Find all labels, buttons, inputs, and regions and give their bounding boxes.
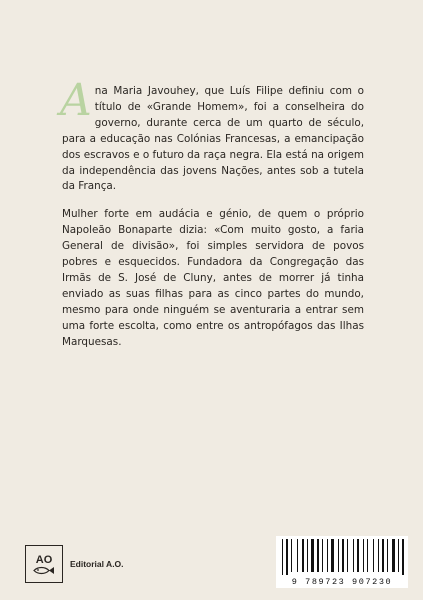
barcode-bar [387, 539, 388, 572]
barcode-bar [302, 539, 304, 572]
barcode-bar [282, 539, 283, 575]
barcode-bar [317, 539, 319, 572]
barcode-bar [307, 539, 308, 572]
barcode-bar [347, 539, 348, 572]
paragraph-1 [60, 75, 364, 195]
barcode-bar [402, 539, 404, 575]
barcode-bar [353, 539, 354, 572]
barcode-bar [367, 539, 368, 572]
publisher-logo [25, 545, 63, 583]
barcode-bar [392, 539, 395, 572]
paragraph-2: Mulher forte em audácia e génio, de quem o próprio Napoleão Bonaparte dizia: «Com muito gosto, a faria General de divisão», foi simples servidora de povos pobres e esquecidos. Fundadora da Congregação das Irmãs de S. José de Cluny, antes de morrer já tinha enviado as suas filhas para as cinco partes do mundo, mesmo para onde ninguém se aventuraria a entrar sem uma forte escolta, como entre os antropófagos das Ilhas Marquesas. [62, 208, 364, 348]
barcode-bar [291, 539, 292, 572]
barcode-bar [322, 539, 323, 572]
fish-icon [33, 566, 55, 575]
barcode-bar [378, 539, 379, 572]
barcode-bar [398, 539, 399, 572]
barcode-bar [311, 539, 314, 572]
paragraph-1-text: na Maria Javouhey, que Luís Filipe definiu com o título de «Grande Homem», foi a conselheira do governo, durante cerca de um quarto de século, para a educação nas Colónias Francesas, a emancipação dos escravos e o futuro da raça negra. Ela está na origem da independência das jovens Nações, antes sob a tutela da França. [62, 85, 364, 193]
barcode-bar [363, 539, 364, 572]
drop-cap: A [60, 75, 92, 126]
logo-letters: AO [35, 553, 53, 566]
barcode-bar [342, 539, 344, 572]
blurb-text [60, 75, 364, 351]
barcode [276, 536, 408, 588]
barcode-bar [286, 539, 288, 575]
barcode-bar [373, 539, 374, 572]
barcode-bar [297, 539, 298, 572]
barcode-bar [331, 539, 334, 572]
barcode-number: 9 789723 907230 [291, 577, 393, 587]
barcode-bars [276, 536, 408, 576]
barcode-bar [327, 539, 328, 572]
publisher-name: Editorial A.O. [70, 559, 124, 569]
barcode-bar [357, 539, 359, 572]
barcode-bar [382, 539, 384, 572]
barcode-bar [338, 539, 339, 572]
publisher-block [25, 545, 124, 583]
